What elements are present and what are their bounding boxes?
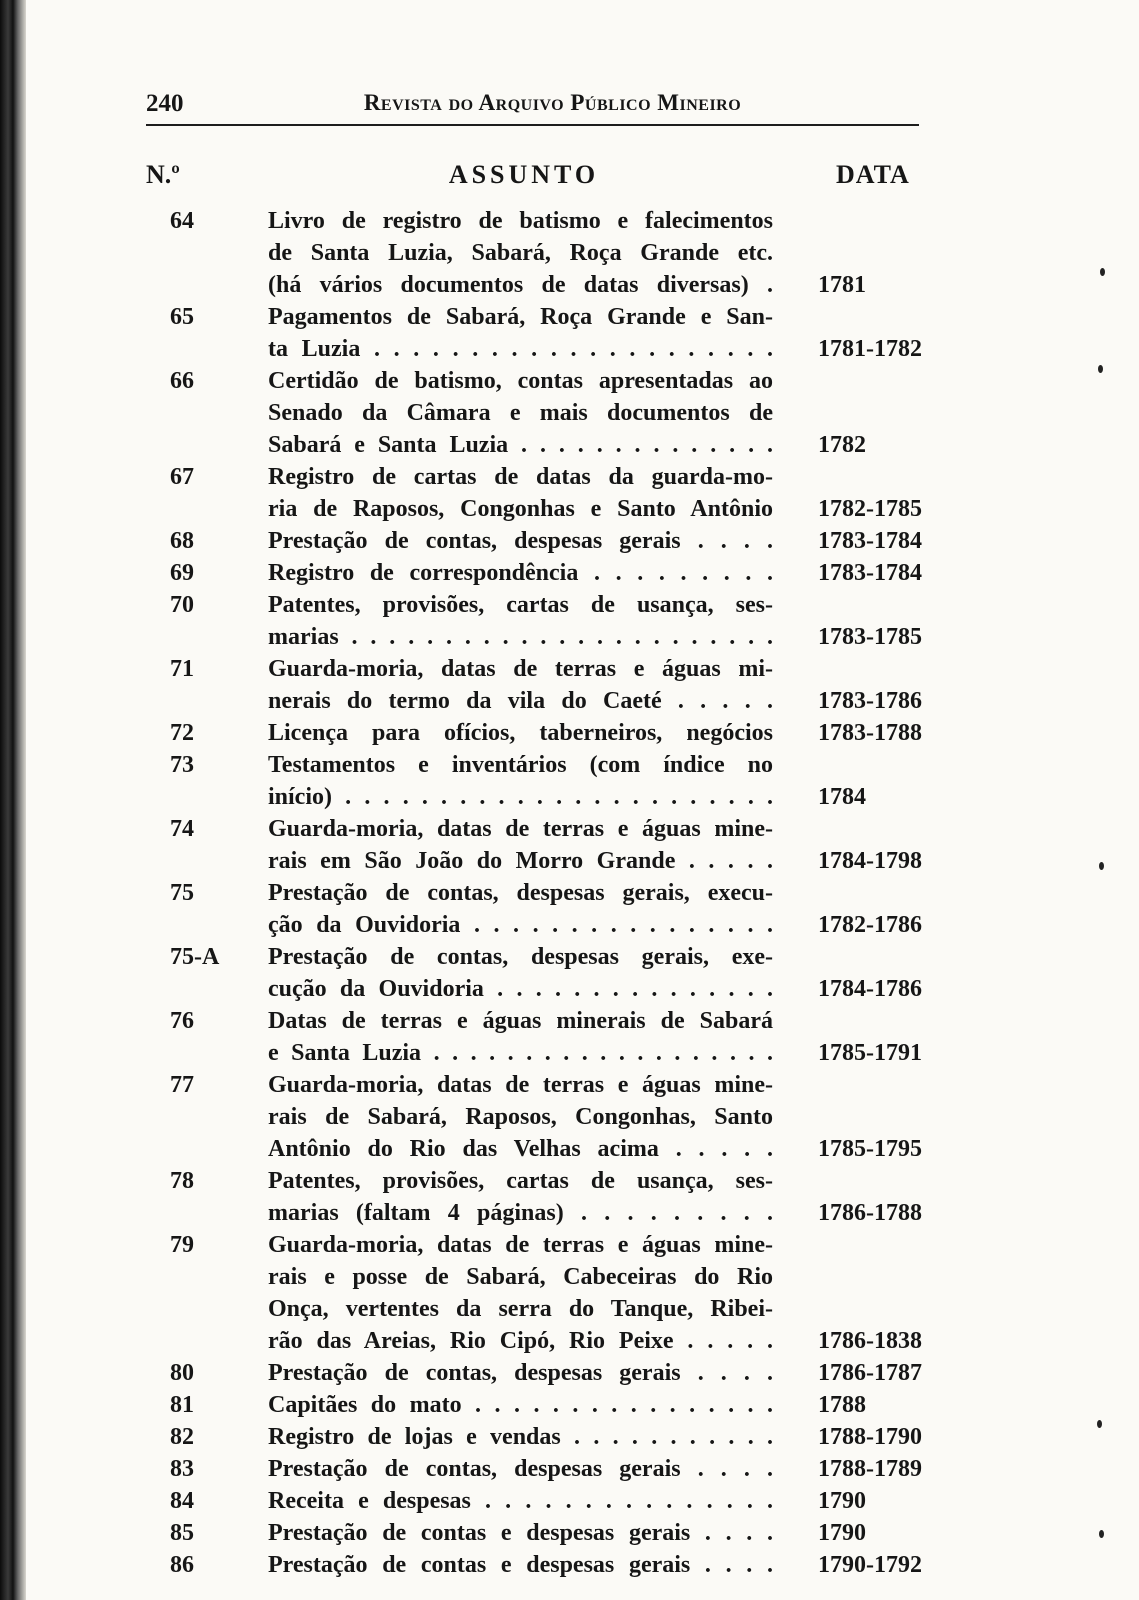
- list-item: [0, 589, 1139, 653]
- entry-subject: Registro de cartas de datas da guarda-mo- ria de Raposos, Congonhas e Santo Antônio: [268, 464, 773, 522]
- entry-subject: Livro de registro de batismo e falecimentos de Santa Luzia, Sabará, Roça Grande etc. (há vários documentos de datas diversas) .: [268, 208, 773, 298]
- entry-date: 1786-1838: [818, 1328, 922, 1354]
- entry-date: 1788-1789: [818, 1456, 922, 1482]
- entry-subject: Prestação de contas, despesas gerais . . . .: [268, 1360, 773, 1386]
- list-item: [0, 1005, 1139, 1069]
- list-item: [0, 1389, 1139, 1421]
- list-item: [0, 205, 1139, 301]
- entry-number: 76: [170, 1008, 194, 1034]
- entry-subject: Patentes, provisões, cartas de usança, ses- marias (faltam 4 páginas) . . . . . . . . .: [268, 1168, 773, 1226]
- entry-date: 1786-1788: [818, 1200, 922, 1226]
- entry-number: 75: [170, 880, 194, 906]
- list-item: [0, 557, 1139, 589]
- entry-date: 1784: [818, 784, 866, 810]
- entry-date: 1790-1792: [818, 1552, 922, 1578]
- list-item: [0, 941, 1139, 1005]
- entry-date: 1784-1786: [818, 976, 922, 1002]
- entry-subject: Registro de lojas e vendas . . . . . . . . . . .: [268, 1424, 773, 1450]
- list-item: [0, 365, 1139, 461]
- entry-subject: Testamentos e inventários (com índice no início) . . . . . . . . . . . . . . . . . . . . . . .: [268, 752, 773, 810]
- entry-subject: Guarda-moria, datas de terras e águas mine- rais e posse de Sabará, Cabeceiras do Rio Onça, vertentes da serra do Tanque, Ribei- rão das Areias, Rio Cipó, Rio Peixe . . . . .: [268, 1232, 773, 1354]
- list-item: [0, 301, 1139, 365]
- entry-date: 1790: [818, 1520, 866, 1546]
- entry-subject: Receita e despesas . . . . . . . . . . . . . . .: [268, 1488, 773, 1514]
- entry-number: 82: [170, 1424, 194, 1450]
- page-number: 240: [146, 90, 184, 117]
- entry-number: 66: [170, 368, 194, 394]
- entry-number: 79: [170, 1232, 194, 1258]
- entry-date: 1783-1784: [818, 528, 922, 554]
- entry-date: 1785-1795: [818, 1136, 922, 1162]
- entry-number: 77: [170, 1072, 194, 1098]
- entry-number: 85: [170, 1520, 194, 1546]
- entry-subject: Prestação de contas, despesas gerais . . . .: [268, 1456, 773, 1482]
- entry-subject: Registro de correspondência . . . . . . . . .: [268, 560, 773, 586]
- entry-number: 64: [170, 208, 194, 234]
- entry-subject: Pagamentos de Sabará, Roça Grande e San- ta Luzia . . . . . . . . . . . . . . . . . . . . .: [268, 304, 773, 362]
- entry-subject: Licença para ofícios, taberneiros, negócios: [268, 720, 773, 746]
- entry-subject: Prestação de contas, despesas gerais, execu- ção da Ouvidoria . . . . . . . . . . . . . . . .: [268, 880, 773, 938]
- list-item: [0, 1069, 1139, 1165]
- entry-number: 80: [170, 1360, 194, 1386]
- entry-subject: Capitães do mato . . . . . . . . . . . . . . . .: [268, 1392, 773, 1418]
- entry-date: 1783-1786: [818, 688, 922, 714]
- header-rule: [146, 124, 919, 126]
- entry-date: 1788: [818, 1392, 866, 1418]
- entry-date: 1784-1798: [818, 848, 922, 874]
- list-item: [0, 1229, 1139, 1357]
- entry-date: 1786-1787: [818, 1360, 922, 1386]
- entry-subject: Patentes, provisões, cartas de usança, ses- marias . . . . . . . . . . . . . . . . . . . . . . .: [268, 592, 773, 650]
- entry-date: 1785-1791: [818, 1040, 922, 1066]
- entry-number: 68: [170, 528, 194, 554]
- entry-subject: Prestação de contas e despesas gerais . . . .: [268, 1552, 773, 1578]
- list-item: [0, 877, 1139, 941]
- entry-subject: Prestação de contas, despesas gerais . . . .: [268, 528, 773, 554]
- entry-number: 74: [170, 816, 194, 842]
- entry-number: 70: [170, 592, 194, 618]
- page-header: [146, 90, 919, 120]
- list-item: [0, 653, 1139, 717]
- entry-subject: Guarda-moria, datas de terras e águas mine- rais de Sabará, Raposos, Congonhas, Santo Antônio do Rio das Velhas acima . . . . .: [268, 1072, 773, 1162]
- entry-number: 67: [170, 464, 194, 490]
- running-title: Revista do Arquivo Público Mineiro: [363, 90, 742, 115]
- entry-date: 1788-1790: [818, 1424, 922, 1450]
- entry-date: 1782-1786: [818, 912, 922, 938]
- list-item: [0, 1357, 1139, 1389]
- entry-date: 1783-1785: [818, 624, 922, 650]
- entry-number: 71: [170, 656, 194, 682]
- column-header-number: N.º: [146, 160, 180, 189]
- entry-number: 83: [170, 1456, 194, 1482]
- entry-list: [0, 205, 1139, 1581]
- list-item: [0, 461, 1139, 525]
- entry-date: 1781: [818, 272, 866, 298]
- list-item: [0, 525, 1139, 557]
- entry-date: 1782: [818, 432, 866, 458]
- entry-number: 75-A: [170, 944, 220, 970]
- entry-date: 1781-1782: [818, 336, 922, 362]
- entry-subject: Prestação de contas, despesas gerais, exe- cução da Ouvidoria . . . . . . . . . . . . . . .: [268, 944, 773, 1002]
- entry-number: 65: [170, 304, 194, 330]
- list-item: [0, 1165, 1139, 1229]
- entry-number: 72: [170, 720, 194, 746]
- entry-number: 69: [170, 560, 194, 586]
- entry-number: 86: [170, 1552, 194, 1578]
- list-item: [0, 1453, 1139, 1485]
- column-header-date: DATA: [836, 160, 910, 189]
- list-item: [0, 1421, 1139, 1453]
- list-item: [0, 717, 1139, 749]
- entry-date: 1783-1784: [818, 560, 922, 586]
- entry-subject: Guarda-moria, datas de terras e águas mi- nerais do termo da vila do Caeté . . . . .: [268, 656, 773, 714]
- entry-subject: Datas de terras e águas minerais de Sabará e Santa Luzia . . . . . . . . . . . . . . . . . . .: [268, 1008, 773, 1066]
- entry-number: 73: [170, 752, 194, 778]
- entry-date: 1782-1785: [818, 496, 922, 522]
- column-header-subject: ASSUNTO: [448, 160, 600, 189]
- entry-subject: Guarda-moria, datas de terras e águas mine- rais em São João do Morro Grande . . . . .: [268, 816, 773, 874]
- list-item: [0, 813, 1139, 877]
- entry-number: 78: [170, 1168, 194, 1194]
- list-item: [0, 1485, 1139, 1517]
- entry-subject: Prestação de contas e despesas gerais . . . .: [268, 1520, 773, 1546]
- list-item: [0, 1549, 1139, 1581]
- entry-subject: Certidão de batismo, contas apresentadas ao Senado da Câmara e mais documentos de Sabará e Santa Luzia . . . . . . . . . . . . . .: [268, 368, 773, 458]
- list-item: [0, 1517, 1139, 1549]
- entry-number: 81: [170, 1392, 194, 1418]
- entry-date: 1790: [818, 1488, 866, 1514]
- list-item: [0, 749, 1139, 813]
- entry-number: 84: [170, 1488, 194, 1514]
- entry-date: 1783-1788: [818, 720, 922, 746]
